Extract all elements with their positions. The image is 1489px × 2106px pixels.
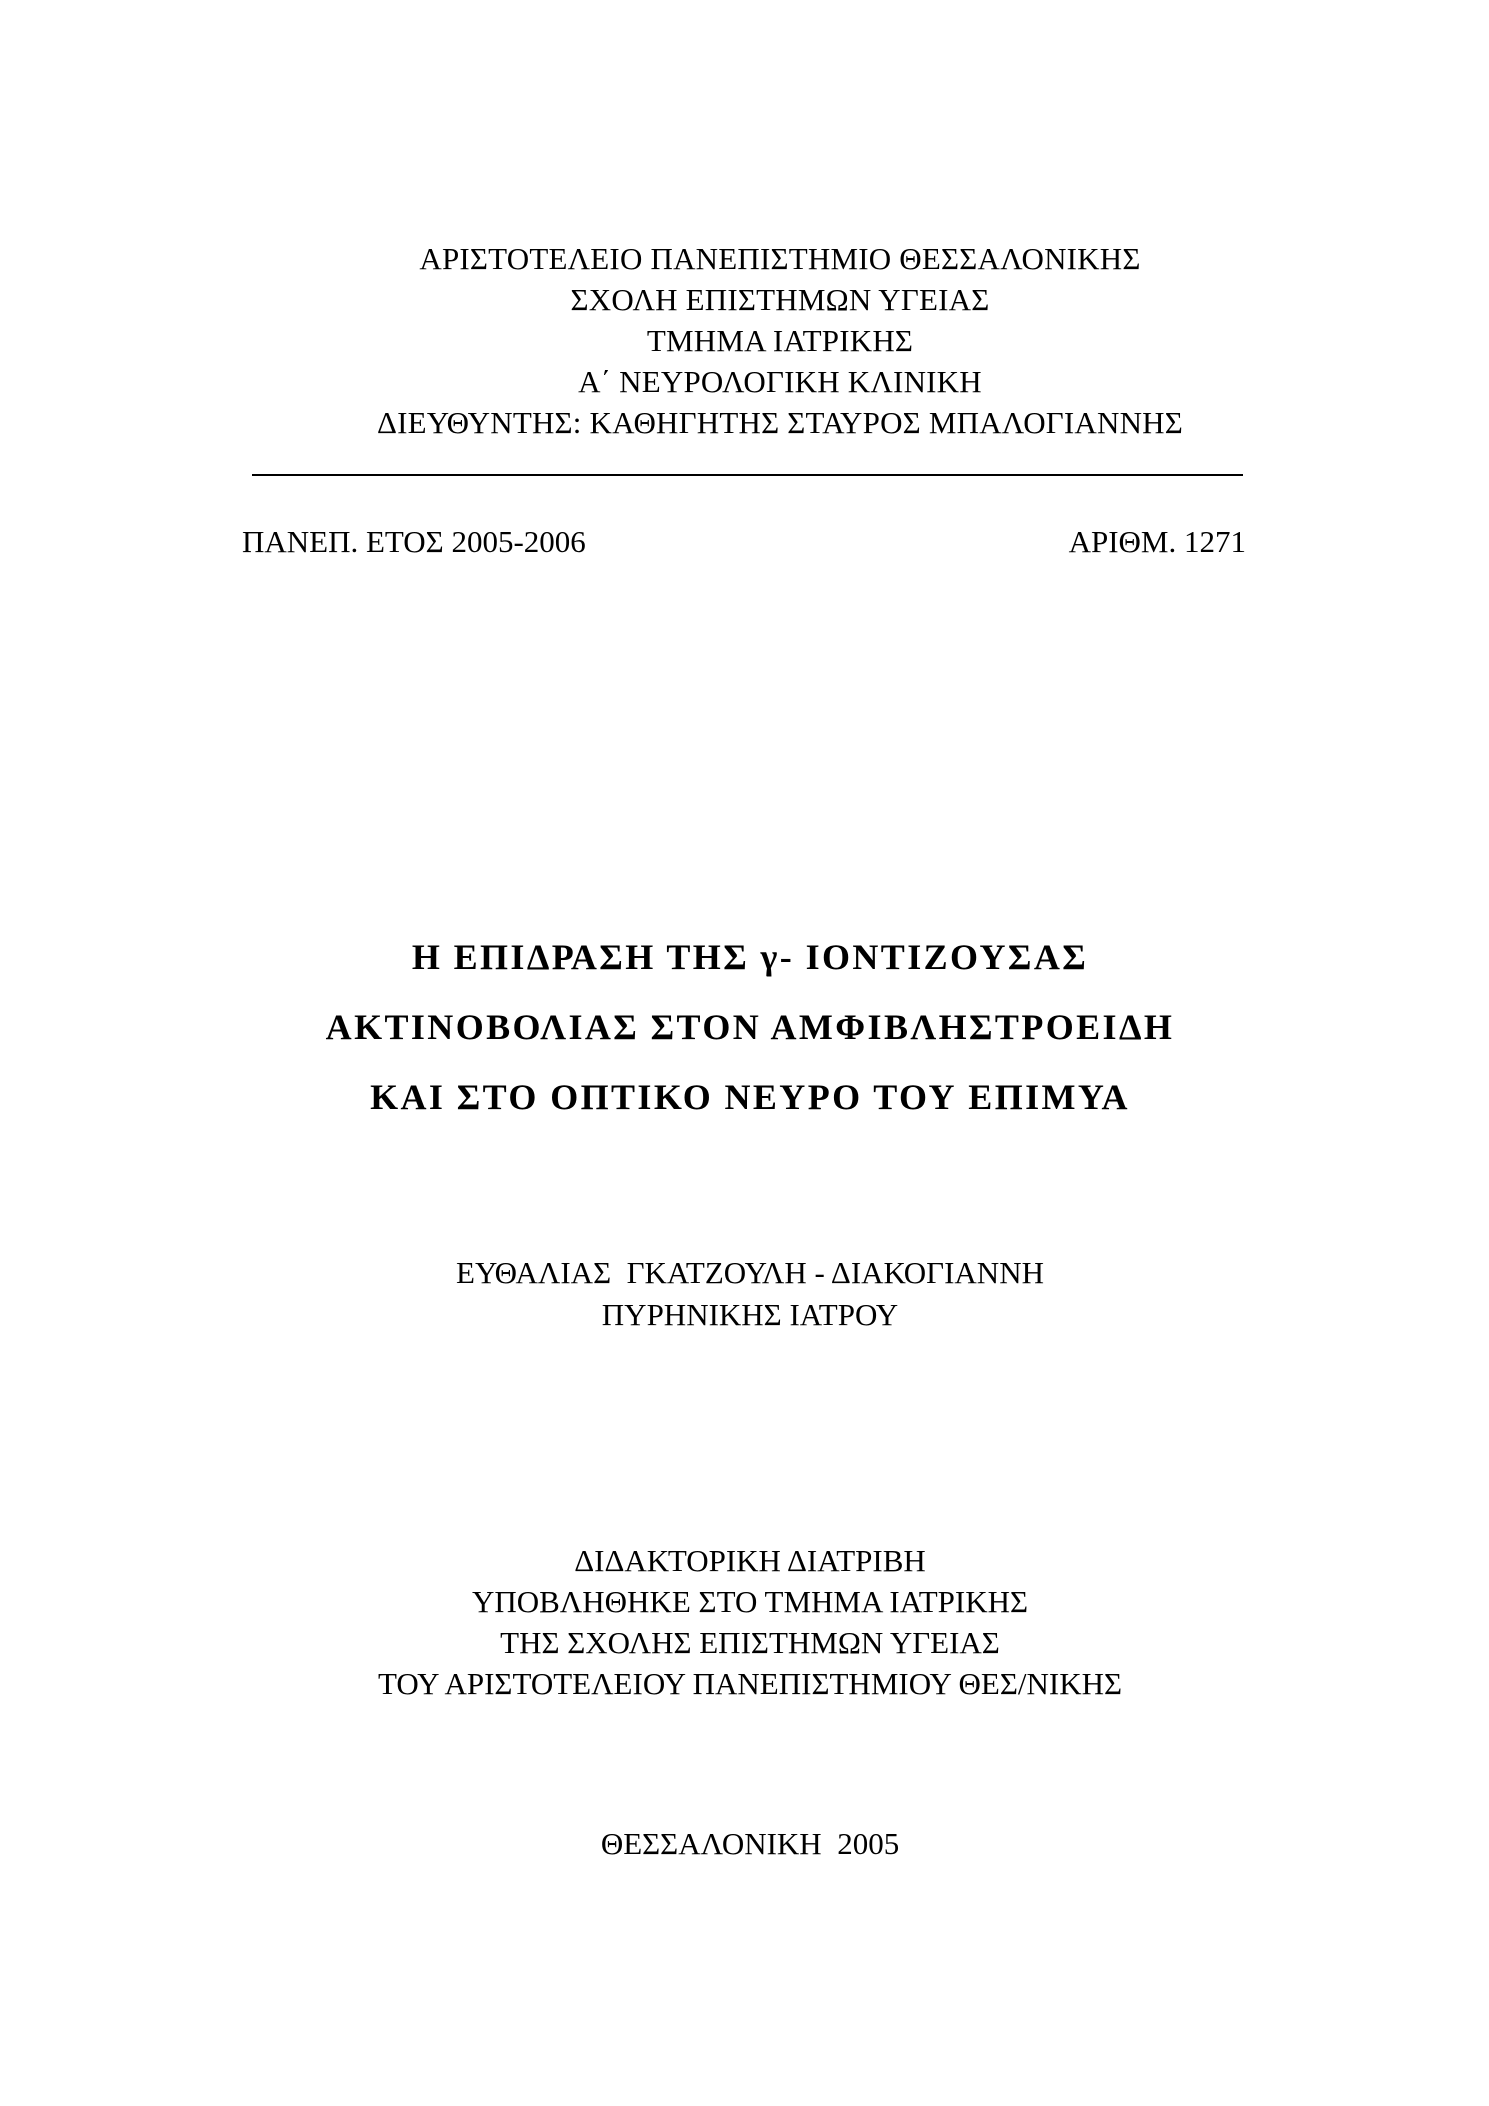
thesis-title xyxy=(200,922,1300,1132)
author-info xyxy=(200,1252,1300,1336)
title-line-3: ΚΑΙ ΣΤΟ ΟΠΤΙΚΟ ΝΕΥΡΟ ΤΟΥ ΕΠΙΜΥΑ xyxy=(370,1077,1130,1117)
director-line: ΔΙΕΥΘΥΝΤΗΣ: ΚΑΘΗΓΗΤΗΣ ΣΤΑΥΡΟΣ ΜΠΑΛΟΓΙΑΝΝΗΣ xyxy=(376,405,1184,440)
thesis-statement xyxy=(200,1540,1300,1704)
author-name: ΕΥΘΑΛΙΑΣ ΓΚΑΤΖΟΥΛΗ - ΔΙΑΚΟΓΙΑΝΝΗ xyxy=(456,1255,1044,1290)
thesis-number: ΑΡΙΘΜ. 1271 xyxy=(1068,524,1246,559)
department-name: ΤΜΗΜΑ ΙΑΤΡΙΚΗΣ xyxy=(646,323,914,358)
thesis-line-4: ΤΟΥ ΑΡΙΣΤΟΤΕΛΕΙΟΥ ΠΑΝΕΠΙΣΤΗΜΙΟΥ ΘΕΣ/ΝΙΚΗΣ xyxy=(377,1666,1123,1701)
place-and-year: ΘΕΣΣΑΛΟΝΙΚΗ 2005 xyxy=(600,1826,900,1861)
school-name: ΣΧΟΛΗ ΕΠΙΣΤΗΜΩΝ ΥΓΕΙΑΣ xyxy=(570,282,990,317)
university-name: ΑΡΙΣΤΟΤΕΛΕΙΟ ΠΑΝΕΠΙΣΤΗΜΙΟ ΘΕΣΣΑΛΟΝΙΚΗΣ xyxy=(419,241,1141,276)
thesis-line-2: ΥΠΟΒΛΗΘΗΚΕ ΣΤΟ ΤΜΗΜΑ ΙΑΤΡΙΚΗΣ xyxy=(471,1584,1029,1619)
title-line-1: Η ΕΠΙΔΡΑΣΗ ΤΗΣ γ- ΙΟΝΤΙΖΟΥΣΑΣ xyxy=(411,937,1089,977)
thesis-line-3: ΤΗΣ ΣΧΟΛΗΣ ΕΠΙΣΤΗΜΩΝ ΥΓΕΙΑΣ xyxy=(500,1625,1000,1660)
academic-year: ΠΑΝΕΠ. ΕΤΟΣ 2005-2006 xyxy=(242,524,586,559)
thesis-line-1: ΔΙΔΑΚΤΟΡΙΚΗ ΔΙΑΤΡΙΒΗ xyxy=(574,1543,926,1578)
institution-header xyxy=(230,238,1330,443)
author-profession: ΠΥΡΗΝΙΚΗΣ ΙΑΤΡΟΥ xyxy=(601,1297,899,1332)
horizontal-divider xyxy=(252,474,1243,476)
title-line-2: ΑΚΤΙΝΟΒΟΛΙΑΣ ΣΤΟΝ ΑΜΦΙΒΛΗΣΤΡΟΕΙΔΗ xyxy=(325,1007,1175,1047)
clinic-name: Α΄ ΝΕΥΡΟΛΟΓΙΚΗ ΚΛΙΝΙΚΗ xyxy=(578,364,982,399)
